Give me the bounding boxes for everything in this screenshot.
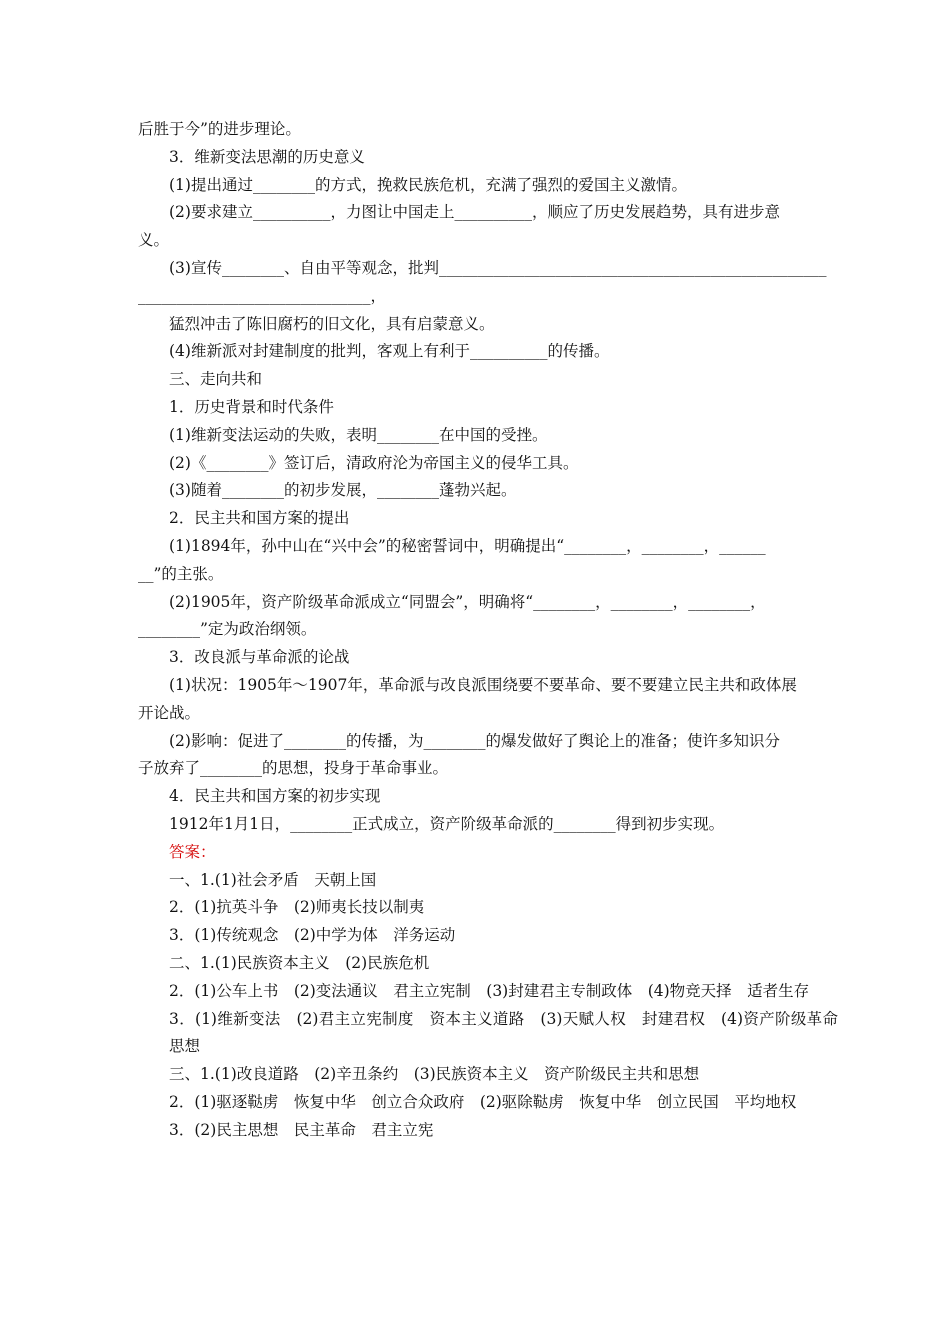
section-heading: 1．历史背景和时代条件 <box>169 397 334 416</box>
text-line: (1)状况：1905年～1907年，革命派与改良派围绕要不要革命、要不要建立民主共和政体展 <box>169 675 797 694</box>
answer-line: 2．(1)抗英斗争 (2)师夷长技以制夷 <box>169 898 425 917</box>
section-heading: 4．民主共和国方案的初步实现 <box>169 787 381 806</box>
text-line: (1)维新变法运动的失败，表明________在中国的受挫。 <box>169 425 548 444</box>
text-line: (4)维新派对封建制度的批判，客观上有利于__________的传播。 <box>169 342 610 361</box>
answer-line: 一、1.(1)社会矛盾 天朝上国 <box>169 870 377 889</box>
section-heading: 3．改良派与革命派的论战 <box>169 648 350 667</box>
text-line: ________”定为政治纲领。 <box>138 620 317 639</box>
text-line: (1)提出通过________的方式，挽救民族危机，充满了强烈的爱国主义激情。 <box>169 175 687 194</box>
answer-line: 2．(1)驱逐鞑虏 恢复中华 创立合众政府 (2)驱除鞑虏 恢复中华 创立民国 平均地权 <box>169 1092 797 1111</box>
text-line: (2)《________》签订后，清政府沦为帝国主义的侵华工具。 <box>169 453 579 472</box>
text-line: (2)1905年，资产阶级革命派成立“同盟会”，明确将“________，________，________， <box>169 592 766 611</box>
text-line: 猛烈冲击了陈旧腐朽的旧文化，具有启蒙意义。 <box>169 314 495 333</box>
answer-line: 3．(1)维新变法 (2)君主立宪制度 资本主义道路 (3)天赋人权 封建君权 (4)资产阶级革命思想 <box>169 1009 838 1056</box>
text-line: 1912年1月1日，________正式成立，资产阶级革命派的________得到初步实现。 <box>169 814 725 833</box>
text-line: __”的主张。 <box>138 564 224 583</box>
section-heading: 三、走向共和 <box>169 370 263 389</box>
answer-line: 3．(1)传统观念 (2)中学为体 洋务运动 <box>169 926 456 945</box>
text-line: (3)随着________的初步发展，________蓬勃兴起。 <box>169 481 517 500</box>
text-line: 后胜于今”的进步理论。 <box>138 120 301 138</box>
text-line: (3)宣传________、自由平等观念，批判__________________________________________________ <box>169 258 827 277</box>
answer-line: 2．(1)公车上书 (2)变法通议 君主立宪制 (3)封建君主专制政体 (4)物竞天择 适者生存 <box>169 981 810 1000</box>
answer-label: 答案： <box>169 842 216 861</box>
answer-line: 二、1.(1)民族资本主义 (2)民族危机 <box>169 953 430 972</box>
section-heading: 2．民主共和国方案的提出 <box>169 509 350 528</box>
document-page <box>138 116 838 1144</box>
text-line: 义。 <box>138 231 170 250</box>
answer-line: 3．(2)民主思想 民主革命 君主立宪 <box>169 1120 434 1139</box>
text-line: ______________________________， <box>138 286 387 305</box>
answer-line: 三、1.(1)改良道路 (2)辛丑条约 (3)民族资本主义 资产阶级民主共和思想 <box>169 1065 700 1084</box>
text-line: (2)要求建立__________，力图让中国走上__________，顺应了历史发展趋势，具有进步意 <box>169 203 780 222</box>
text-line: 开论战。 <box>138 703 201 722</box>
text-line: 子放弃了________的思想，投身于革命事业。 <box>138 759 449 778</box>
text-line: (1)1894年，孙中山在“兴中会”的秘密誓词中，明确提出“________，________，______ <box>169 536 766 555</box>
text-line: (2)影响：促进了________的传播，为________的爆发做好了舆论上的准备；使许多知识分 <box>169 731 780 750</box>
section-heading: 3．维新变法思潮的历史意义 <box>169 147 365 166</box>
